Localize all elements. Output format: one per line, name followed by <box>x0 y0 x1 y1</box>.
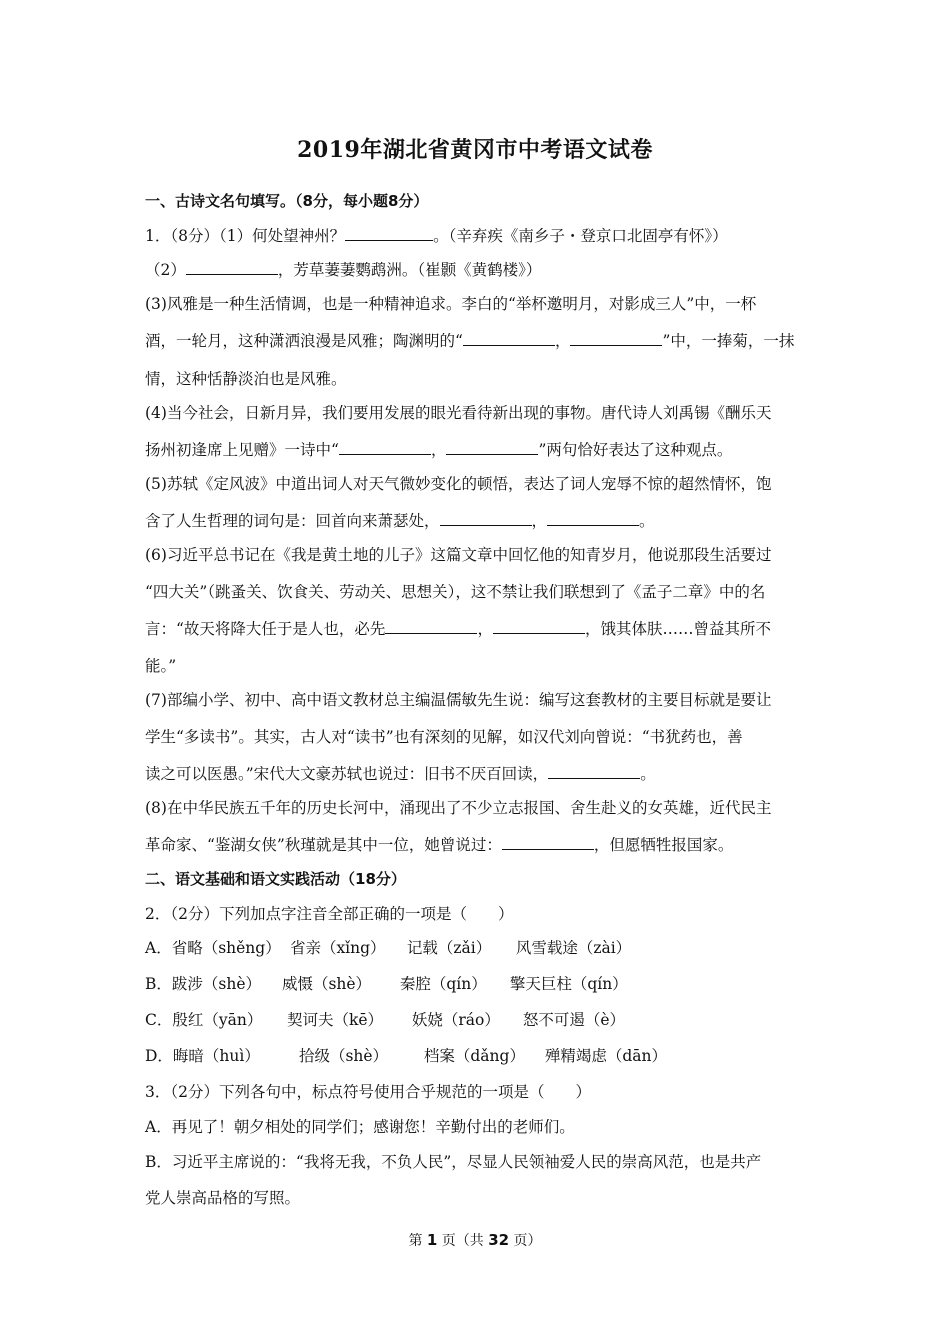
option-item: 擎天巨柱（qín） <box>509 975 628 993</box>
q1-p5-line-1: (5)苏轼《定风波》中道出词人对天气微妙变化的顿悟，表达了词人宠辱不惊的超然情怀，饱 <box>145 475 772 493</box>
q1-p3-line-2 <box>145 329 815 351</box>
answer-blank[interactable] <box>339 440 431 455</box>
option-item: 风雪载途（zài） <box>515 939 632 957</box>
text: ， <box>531 512 548 530</box>
option-item: 妖娆（ráo） <box>411 1011 500 1029</box>
text: 。 <box>640 765 656 783</box>
answer-blank[interactable] <box>570 331 662 346</box>
q1-p6-line-2: “四大关”（跳蚤关、饮食关、劳动关、思想关），这不禁让我们联想到了《孟子二章》中的名 <box>145 583 766 601</box>
text: 读之可以医愚。”宋代大文豪苏轼也说过：旧书不厌百回读， <box>145 765 549 783</box>
option-item: 档案（dǎng） <box>423 1047 525 1065</box>
q1-p8-line-2 <box>145 833 815 855</box>
answer-blank[interactable] <box>345 226 433 241</box>
q3-option-b-line-1[interactable]: B．习近平主席说的：“我将无我，不负人民”，尽显人民领袖爱人民的崇高风范，也是共产 <box>145 1153 762 1171</box>
text: ”中，一捧菊，一抹 <box>662 332 795 350</box>
option-item: 殚精竭虑（dān） <box>544 1047 667 1065</box>
option-item: 记载（zǎi） <box>406 939 492 957</box>
page-title: 2019年湖北省黄冈市中考语文试卷 <box>297 137 653 163</box>
answer-blank[interactable] <box>463 331 555 346</box>
q1-line-1 <box>145 224 815 246</box>
answer-blank[interactable] <box>548 764 640 779</box>
q1-p7-line-3 <box>145 762 815 784</box>
answer-blank[interactable] <box>440 511 532 526</box>
q2-option-d[interactable] <box>145 1044 815 1066</box>
option-item: 拾级（shè） <box>298 1047 389 1065</box>
q1-p6-line-3 <box>145 617 815 639</box>
page-footer <box>0 1230 950 1250</box>
q1-p6-line-1: (6)习近平总书记在《我是黄土地的儿子》这篇文章中回忆他的知青岁月，他说那段生活要过 <box>145 546 772 564</box>
q2-option-a[interactable] <box>145 936 815 958</box>
text: 革命家、“鉴湖女侠”秋瑾就是其中一位，她曾说过： <box>145 836 502 854</box>
option-item: 怒不可遏（è） <box>522 1011 625 1029</box>
q1-line-2-a: （2） <box>145 261 186 279</box>
text: ，但愿牺牲报国家。 <box>593 836 734 854</box>
q1-line-1-a: 1．（8分）（1）何处望神州？ <box>145 227 346 245</box>
option-item: 威慑（shè） <box>281 975 372 993</box>
option-item: A．省略（shěng） <box>145 939 281 957</box>
answer-blank[interactable] <box>547 511 639 526</box>
option-item: 秦腔（qín） <box>399 975 487 993</box>
q1-p6-line-4: 能。” <box>145 657 177 675</box>
text: ， <box>430 441 447 459</box>
footer-text: 页） <box>509 1233 542 1249</box>
section-heading-1: 一、古诗文名句填写。（8分，每小题8分） <box>145 192 429 210</box>
q1-p7-line-1: (7)部编小学、初中、高中语文教材总主编温儒敏先生说：编写这套教材的主要目标就是要让 <box>145 691 772 709</box>
q1-line-2 <box>145 258 815 280</box>
answer-blank[interactable] <box>493 619 585 634</box>
q1-p7-line-2: 学生“多读书”。其实，古人对“读书”也有深刻的见解，如汉代刘向曾说：“书犹药也，善 <box>145 728 743 746</box>
option-item: B．跋涉（shè） <box>145 975 262 993</box>
option-item: 省亲（xǐng） <box>289 939 386 957</box>
q2-stem: 2．（2分）下列加点字注音全部正确的一项是（ ） <box>145 905 514 923</box>
q1-line-2-b: ，芳草萋萋鹦鹉洲。（崔颢《黄鹤楼》） <box>277 261 542 279</box>
text: 含了人生哲理的词句是：回首向来萧瑟处， <box>145 512 440 530</box>
q1-p4-line-1: (4)当今社会，日新月异，我们要用发展的眼光看待新出现的事物。唐代诗人刘禹锡《酬乐天 <box>145 404 772 422</box>
option-item: 契诃夫（kē） <box>286 1011 384 1029</box>
text: 言：“故天将降大任于是人也，必先 <box>145 620 386 638</box>
text: ，饿其体肤……曾益其所不 <box>584 620 771 638</box>
q1-p3-line-3: 情，这种恬静淡泊也是风雅。 <box>145 370 347 388</box>
q3-option-b-line-2: 党人崇高品格的写照。 <box>145 1189 301 1207</box>
q1-line-1-b: 。（辛弃疾《南乡子・登京口北固亭有怀》） <box>433 227 728 245</box>
q1-p8-line-1: (8)在中华民族五千年的历史长河中，涌现出了不少立志报国、舍生赴义的女英雄，近代民主 <box>145 799 772 817</box>
q3-stem: 3．（2分）下列各句中，标点符号使用合乎规范的一项是（ ） <box>145 1083 591 1101</box>
text: 。 <box>639 512 655 530</box>
option-item: D．晦暗（huì） <box>145 1047 260 1065</box>
answer-blank[interactable] <box>502 835 594 850</box>
text: ”两句恰好表达了这种观点。 <box>538 441 733 459</box>
page-number: 1 <box>426 1231 438 1249</box>
footer-text: 页（共 <box>437 1233 489 1249</box>
q1-p3-line-1: (3)风雅是一种生活情调，也是一种精神追求。李白的“举杯邀明月，对影成三人”中，一杯 <box>145 295 757 313</box>
q3-option-a[interactable]: A．再见了！朝夕相处的同学们；感谢您！辛勤付出的老师们。 <box>145 1118 575 1136</box>
total-pages: 32 <box>488 1231 510 1249</box>
footer-text: 第 <box>408 1233 427 1249</box>
text: 扬州初逢席上见赠》一诗中“ <box>145 441 339 459</box>
text: ， <box>477 620 493 638</box>
text: 酒，一轮月，这种潇洒浪漫是风雅；陶渊明的“ <box>145 332 463 350</box>
text: ， <box>554 332 571 350</box>
q1-p4-line-2 <box>145 438 815 460</box>
section-heading-2: 二、语文基础和语文实践活动（18分） <box>145 870 406 888</box>
answer-blank[interactable] <box>385 619 477 634</box>
answer-blank[interactable] <box>186 260 278 275</box>
answer-blank[interactable] <box>446 440 538 455</box>
q1-p5-line-2 <box>145 509 815 531</box>
q2-option-c[interactable] <box>145 1008 815 1030</box>
q2-option-b[interactable] <box>145 972 815 994</box>
option-item: C．殷红（yān） <box>145 1011 263 1029</box>
